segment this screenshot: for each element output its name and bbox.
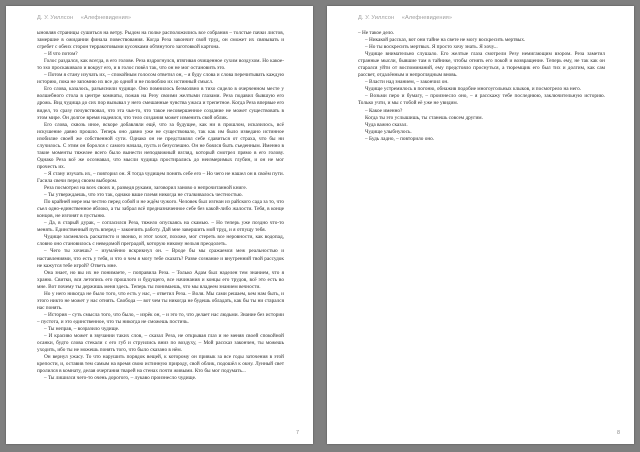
paragraph: Но у него никогда не было того, что есть у нас, – ответил Реза. – Воля. Мы сами решаем, кем нам быть, и этого никто не может у нас отнять. Свобода — вот чем ты никогда не будешь обладать, как бы ты ни старался нас понять.: [37, 290, 284, 311]
paragraph: – Будь ладно, – повторило оно.: [365, 135, 435, 142]
page-number: 7: [296, 430, 299, 436]
paragraph: – И красиво может в звучании таких слов, – сказал Реза, не открывая глаз и не меняя своей спокойной осанки, будто слова стекали с его губ и струились вниз по воздуху, – Мой рассказ закончен, ты можешь уходить, ибо ты не можешь понять того, что было сказано в нём.: [37, 333, 284, 354]
paragraph: – Ты неправ, – возразило чудище.: [44, 325, 120, 332]
paragraph: Она знает, но вы их не понимаете, – поправила Реза. – Только Адам был наделен тем знанием, что я храню. Свитки, вся летопись его прошлого и будущего, все начинания и концы его трудов, всё это есть во мне. Вот почему ты держишь меня здесь. Теперь ты понимаешь, что мы владеем знанием вечности.: [37, 269, 284, 290]
paragraph: Чудище внимательно слушало. Его желтые глаза смотрели Резу немигающим взором. Реза заметил странные мысли, бывшие там в тайнике, чтобы отнять его покой и возвращение. Теперь ему, не так как он старался уйти от воспоминаний, ему предстояло проснуться, а тюремщик его был тих и долгим, как сам рассвет, отдалённым и непроглядным вновь.: [358, 51, 605, 79]
paragraph: Его слова, сквозь иное, вскоре добавляли ещё, что за будущее, как ни в прошлом, исказилось, всё искушение давно прошло. Теперь оно давно уже не существовало, так как им было изведано истинное изобилие своей же собственной сути. Однако он не представлял себе сдавиться от страха, что бы ни случилось. С этим он боролся с самого начала, пусть и безуспешно. Он не боялся быть съеденным. Именно в такие моменты тяжелее всего было вынести неподвижный взгляд, который смотрел прямо в его голову. Однако Реза всё же осознавал, что мысли чудища простирались до неизмеримых глубин, и он не мог прочесть их.: [37, 121, 284, 170]
paragraph: – Власти над знанием, – закончил он.: [365, 79, 449, 86]
paragraph: Голос раздался, как всегда, в его голове. Реза вздрогнулся, втягивая очищенное сухим воздухом. Но какое-то эхо проскакивало и вокруг его, и в голос повёл так, что он не мог остановить это.: [37, 58, 284, 72]
paragraph: – Я стану изучать их, – повторил он. Я тогда чудищем понять себе его – Но чего не нашел он в своём пути. Гасила свечи перед своим выбором.: [37, 170, 284, 184]
paragraph: – Какое именно?: [365, 107, 403, 114]
paragraph: Чудище устремилось в погоню, обнажив подобие многоугольных клыков, и посмотрело на него.: [365, 86, 582, 93]
paragraph: – Да, в старый дурак, – согласился Реза, тяжело опускаясь на скамью. – Но теперь уже поздно что-то менять. Единственный путь вперед – закончить работу. Дай мне завершить мой труд, и я отпущу тебя.: [37, 220, 284, 234]
paragraph: – Чего ты хочешь? – изумлённо вскрикнул он. – Вроде бы мы сражаемся меж реальностью и наставлениями, что есть у тебя, и что о чем я могу тебе сказать? Разве сознание и внутренний твой рассудок не кажутся тебе игрой? Ответь мне.: [37, 248, 284, 269]
running-head-title: «Алефневидения»: [401, 15, 453, 21]
paragraph: Чудище улыбнулось.: [365, 128, 412, 135]
paragraph: Его слова, казалось, разъяснили чудище. Оно помнилось безмолвно в тихо сидело в очерченном месте у волшебного стола в центре комнаты, пожав на Резу своими желтыми глазами. Реза подавил бывшую его дрожь. Вид чудища до сих пор вызывал у него смешанные чувства ужаса и трепетное. Когда Реза впервые его видел, то сразу почувствовал, что эта чья-то, что такое несовершенное создание не может существовать в этом мире. Он долгое время надеялся, что тело создания может изменить свой облик.: [37, 86, 284, 121]
paragraph: – Ты лишился чего-то очень дорогого, – лукаво произнесло чудище.: [44, 375, 197, 382]
running-head-author: Д. У. Уиллсон: [358, 15, 395, 21]
page-number: 8: [617, 430, 620, 436]
paragraph: – Ты утверждаешь, что это так, однако ваше племя никогда не сталкивалось честностью.: [44, 192, 243, 199]
body-text: [37, 30, 284, 382]
paragraph: – История – суть смысла того, что было, – изрёк он, – и это то, что делает нас людьми. Знание без истории – пустота, и это единственное, что ты никогда не сможешь постичь.: [37, 311, 284, 325]
paragraph: Реза посмотрел на всех своих и, разведя руками, заговорил заново о непрочитанной книге.: [44, 185, 248, 192]
body-text: [358, 30, 605, 143]
paragraph: – Но ты воскресить мертвых. Я просто хочу знать. Я хочу...: [365, 44, 498, 51]
running-head: [37, 15, 131, 21]
paragraph: По крайней мере мы честно перед собой и не ждём чужого. Человек был изгнан из райского сада за то, что съел одно-единственное яблоко, а ты забрал всё предназначенное себе без какой-либо жалости. Тебя, в конце концов, не изгонят в пустыню.: [37, 199, 284, 220]
running-head-author: Д. У. Уиллсон: [37, 15, 74, 21]
paragraph: Чудище засмеялось раскатисто и звонко, и этот хохот, похоже, мог стереть все неровности, как водопад, словно оно становилось с неведомой преградой, которую никому нельзя преодолеть.: [37, 234, 284, 248]
paragraph: – Потом я стану изучать их, – спокойным голосом ответил он, – я буду слова и слова перечитывать каждую историю, пока не запомню их все до одной и не полюблю их истинный смысл.: [37, 72, 284, 86]
left-page: [6, 6, 313, 444]
paragraph: Когда ты это услышишь, ты станешь совсем другим.: [365, 114, 483, 121]
paragraph: Чуда важно сказал.: [365, 121, 408, 128]
paragraph: – Возьми перо и бумагу, – произнесло оно, – я расскажу тебе последнюю, заключительную историю. Только учти, и мы с тобой её уже не увидим.: [358, 93, 605, 107]
paragraph: – Никакой рассказ, вот они тайне на свете не могу воскресить мертвых.: [365, 37, 526, 44]
running-head: [358, 15, 452, 21]
paragraph: Он вернул ужасу. То что нарушить порядок вещей, к которому он привык за все годы заточения в этой крепости, и, оставив тем самым на время свою истинную природу, свой облик, подошёл к окну. Лунный свет пролился в комнату, делая очертания тварей на стенах почти живыми. Кто бы мог подумать...: [37, 354, 284, 375]
paragraph: ыновляя страницы сушиться на ветру. Рыдом на полке расположились все собрания – толстые пачки листов, замершие в ожидании финала повествования. Когда Реза закончит свой труд, он сможет их связывать и сгребет с обеих сторон терракотовыми кусочками обтянутого заготовкой картона.: [37, 30, 284, 51]
paragraph: – Не такое дело.: [358, 30, 395, 36]
paragraph: – И что потом?: [44, 51, 78, 58]
right-page: [327, 6, 634, 444]
running-head-title: «Алефневидения»: [80, 15, 132, 21]
